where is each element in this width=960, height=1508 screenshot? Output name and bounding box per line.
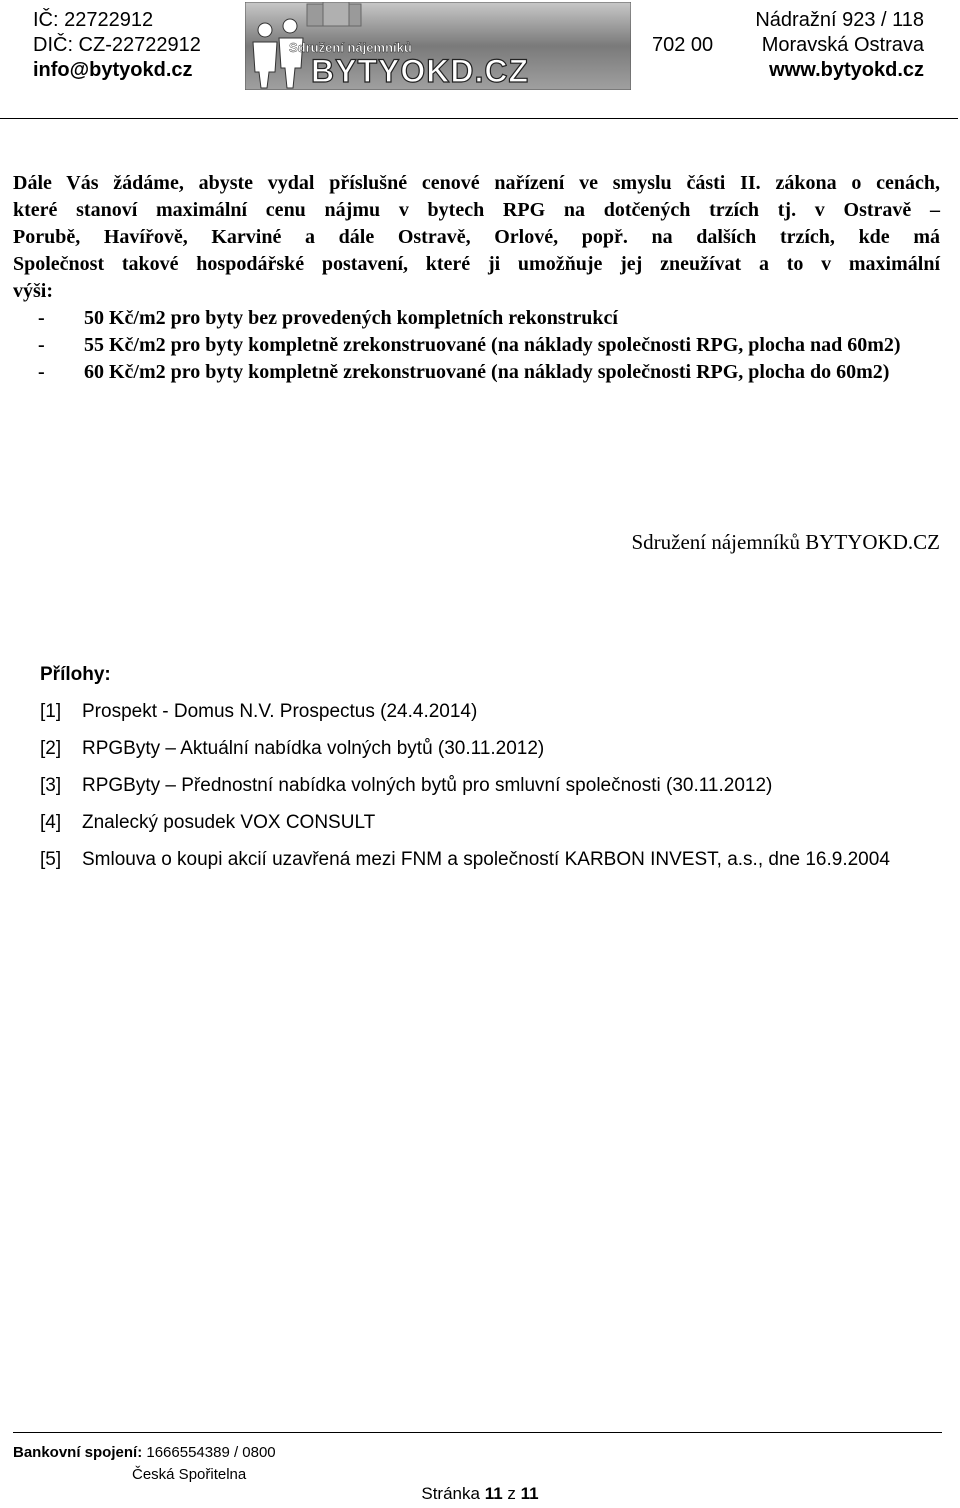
attachment-text: Prospekt - Domus N.V. Prospectus (24.4.2014): [82, 701, 478, 722]
list-item: [38, 305, 940, 332]
page-sep: z: [507, 1484, 516, 1503]
attachment-number: [3]: [40, 775, 62, 796]
list-item: [40, 848, 920, 872]
attachment-text: Znalecký posudek VOX CONSULT: [82, 812, 376, 833]
attachment-text: RPGByty – Přednostní nabídka volných bytů pro smluvní společnosti (30.11.2012): [82, 775, 773, 796]
paragraph-line: které stanoví maximální cenu nájmu v bytech RPG na dotčených trzích tj. v Ostravě –: [13, 199, 940, 221]
list-item: [40, 811, 920, 835]
ic-number: IČ: 22722912: [33, 9, 154, 31]
attachment-number: [2]: [40, 738, 62, 759]
signature: Sdružení nájemníků BYTYOKD.CZ: [631, 530, 940, 554]
bullet-marker: -: [38, 361, 45, 383]
page-current: 11: [484, 1484, 503, 1503]
page-number: [0, 1484, 960, 1504]
logo: [245, 2, 631, 90]
request-paragraph: [13, 170, 940, 305]
bullet-text: 55 Kč/m2 pro byty kompletně zrekonstruované (na náklady společnosti RPG, plocha nad 60m2): [84, 334, 901, 356]
attachment-number: [4]: [40, 812, 62, 833]
address-city-row: [652, 33, 924, 58]
page-total: 11: [520, 1484, 539, 1503]
address-city: Moravská Ostrava: [761, 34, 924, 56]
page-word: Stránka: [421, 1484, 480, 1503]
attachment-number: [1]: [40, 701, 62, 722]
list-item: [38, 359, 940, 386]
bank-label: Bankovní spojení:: [13, 1444, 143, 1461]
paragraph-line: Porubě, Havířově, Karviné a dále Ostravě, Orlové, popř. na dalších trzích, kde má: [13, 226, 940, 248]
bullet-text: 50 Kč/m2 pro byty bez provedených kompletních rekonstrukcí: [84, 307, 618, 329]
attachment-number: [5]: [40, 849, 62, 870]
bank-account: 1666554389 / 0800: [146, 1444, 276, 1461]
company-address: [652, 8, 924, 83]
paragraph-line: Dále Vás žádáme, abyste vydal příslušné cenové nařízení ve smyslu části II. zákona o cenách,: [13, 172, 940, 194]
bullet-text: 60 Kč/m2 pro byty kompletně zrekonstruované (na náklady společnosti RPG, plocha do 60m2): [84, 361, 890, 383]
attachment-text: Smlouva o koupi akcií uzavřená mezi FNM a společností KARBON INVEST, a.s., dne 16.9.2004: [82, 849, 890, 870]
header-divider: [0, 118, 958, 119]
attachment-text: RPGByty – Aktuální nabídka volných bytů (30.11.2012): [82, 738, 545, 759]
price-list: [38, 305, 940, 386]
bullet-marker: -: [38, 334, 45, 356]
attachments-title: Přílohy:: [40, 664, 111, 685]
address-zip: 702 00: [652, 34, 714, 56]
footer-divider: [13, 1432, 942, 1433]
svg-text:BYTYOKD.CZ: BYTYOKD.CZ: [311, 53, 529, 89]
bullet-marker: -: [38, 307, 45, 329]
attachments-list: [40, 700, 920, 885]
address-street: Nádražní 923 / 118: [755, 9, 924, 31]
email-link[interactable]: info@bytyokd.cz: [33, 59, 193, 81]
list-item: [40, 774, 920, 798]
dic-number: DIČ: CZ-22722912: [33, 34, 201, 56]
website-link[interactable]: www.bytyokd.cz: [769, 59, 924, 81]
list-item: [38, 332, 940, 359]
bank-info: [13, 1442, 276, 1486]
paragraph-line: výši:: [13, 280, 53, 302]
list-item: [40, 737, 920, 761]
bank-name: Česká Spořitelna: [132, 1466, 247, 1483]
list-item: [40, 700, 920, 724]
company-ids: [33, 8, 201, 83]
paragraph-line: Společnost takové hospodářské postavení, které ji umožňuje jej zneužívat a to v maximální: [13, 253, 940, 275]
svg-text:Sdružení nájemníků: Sdružení nájemníků: [289, 40, 412, 55]
